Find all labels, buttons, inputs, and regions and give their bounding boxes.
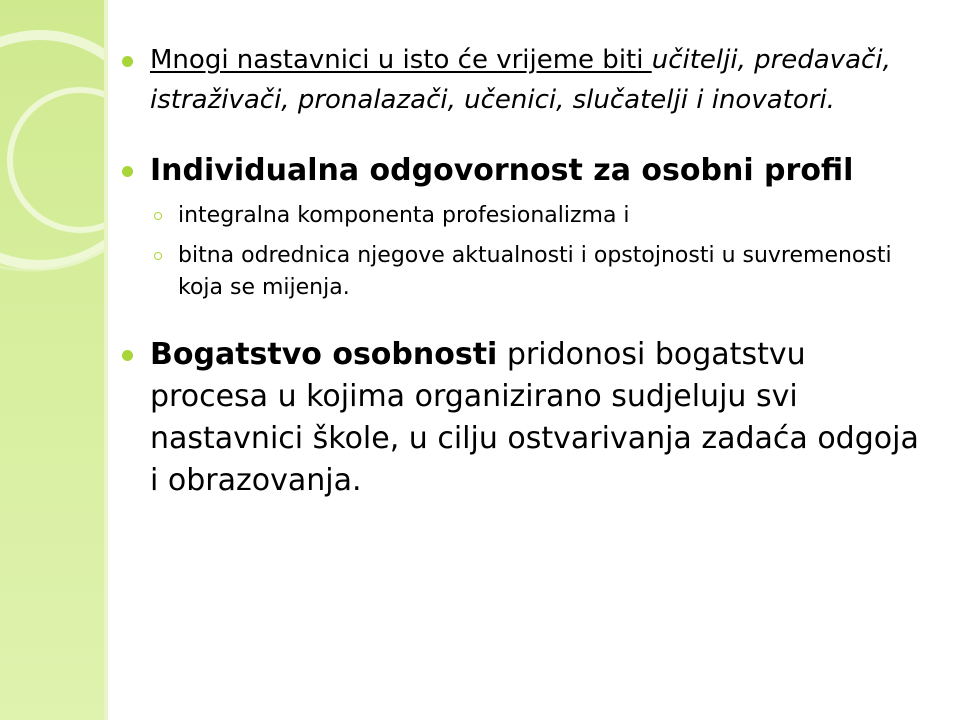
decorative-side-band (0, 0, 104, 720)
slide-content (120, 40, 930, 502)
bullet-marker (122, 166, 133, 177)
decorative-circles (0, 0, 104, 720)
sub-item-text: bitna odrednica njegove aktualnosti i opstojnosti u suvremenosti koja se mijenja. (178, 243, 892, 300)
bullet-bold-lead: Bogatstvo osobnosti (150, 337, 498, 372)
sub-bullet-marker (154, 252, 162, 260)
sub-item (150, 200, 930, 232)
bullet-teachers-underlined: Mnogi nastavnici u isto će vrijeme biti (150, 45, 652, 75)
bullet-teachers-roles (120, 40, 930, 120)
bullet-individual-responsibility (120, 150, 930, 192)
sub-item-text: integralna komponenta profesionalizma i (178, 203, 630, 228)
band-edge (104, 0, 108, 720)
sub-item (150, 240, 930, 304)
bullet-body-text: pridonosi bogatstvu procesa u kojima organizirano sudjeluju svi nastavnici škole, u cilju ostvarivanja zadaća odgoja i obrazovanja. (150, 337, 919, 498)
bullet-marker (122, 56, 133, 67)
bullet-marker (122, 350, 133, 361)
sub-bullet-marker (154, 212, 162, 220)
bullet-teachers-italic: učitelji, predavači, istraživači, pronalazači, učenici, slučatelji i inovatori. (150, 45, 891, 115)
sub-list (120, 200, 930, 304)
bullet-heading: Individualna odgovornost za osobni profil (150, 153, 854, 188)
bullet-personality-richness (120, 334, 930, 502)
